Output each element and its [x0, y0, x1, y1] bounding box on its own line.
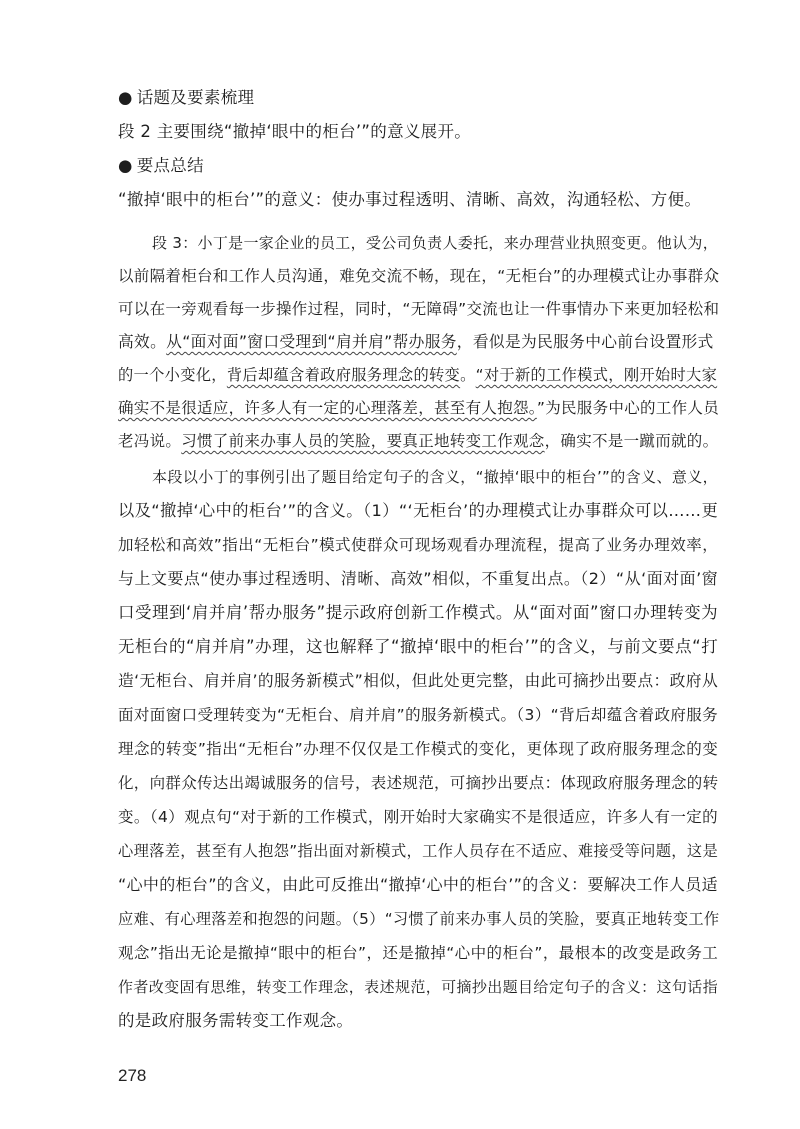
- analysis-line: 无柜台的“肩并肩”办理，这也解释了“撤掉‘眼中的柜台’”的含义，与前文要点“打: [118, 637, 718, 656]
- underlined-quote: 确实不是很适应，许多人有一定的心理落差，甚至有人抱怨。: [118, 399, 537, 417]
- underlined-quote: 背后却蕴含着政府服务理念的转变: [226, 366, 461, 384]
- quote-line-2: 以前隔着柜台和工作人员沟通，难免交流不畅，现在，“无柜台”的办理模式让办事群众: [118, 267, 720, 285]
- analysis-line: 面对面窗口受理转变为“无柜台、肩并肩”的服务新模式。（3）“背后却蕴含着政府服务: [118, 706, 718, 724]
- analysis-line: 理念的转变”指出“无柜台”办理不仅仅是工作模式的变化，更体现了政府服务理念的变: [118, 740, 718, 758]
- analysis-line: 变。（4）观点句“对于新的工作模式，刚开始时大家确实不是很适应，许多人有一定的: [118, 808, 718, 826]
- underlined-quote: 习惯了前来办事人员的笑脸，要真正地转变工作观念: [181, 432, 545, 450]
- analysis-line: 口受理到‘肩并肩’帮办服务”提示政府创新工作模式。从“面对面”窗口办理转变为: [118, 603, 718, 622]
- analysis-line: 以及“撤掉‘心中的柜台’”的含义。（1）“‘无柜台’的办理模式让办事群众可以……更: [118, 501, 718, 520]
- analysis-line: 与上文要点“使办事过程透明、清晰、高效”相似，不重复出点。（2）“从‘面对面’窗: [118, 569, 718, 588]
- analysis-line: 化，向群众传达出竭诚服务的信号，表述规范，可摘抄出要点：体现政府服务理念的转: [118, 774, 719, 792]
- section-text-topics: 段 2 主要围绕“撤掉‘眼中的柜台’”的意义展开。: [118, 122, 472, 141]
- analysis-line: 造‘无柜台、肩并肩’的服务新模式”相似，但此处更完整，由此可摘抄出要点：政府从: [118, 671, 718, 690]
- quote-line-3: 可以在一旁观看每一步操作过程，同时，“无障碍”交流也让一件事情办下来更加轻松和: [118, 300, 720, 318]
- quote-line-6: [118, 397, 718, 419]
- section-heading-summary: [118, 155, 718, 177]
- underlined-quote: “对于新的工作模式，刚开始时大家: [475, 366, 718, 384]
- section-heading-text: 话题及要素梳理: [136, 88, 255, 107]
- section-heading-text: 要点总结: [136, 156, 204, 175]
- analysis-line: 加轻松和高效”指出“无柜台”模式使群众可现场观看办理流程，提高了业务办理效率，: [118, 536, 718, 554]
- analysis-line: 应难、有心理落差和抱怨的问题。（5）“习惯了前来办事人员的笑脸，要真正地转变工作: [118, 910, 720, 928]
- analysis-line: 的是政府服务需转变工作观念。: [118, 1011, 354, 1030]
- section-text-summary: “撤掉‘眼中的柜台’”的意义：使办事过程透明、清晰、高效，沟通轻松、方便。: [118, 190, 702, 209]
- quote-line-5: [118, 364, 718, 386]
- quote-text: ”为民服务中心的工作人员: [536, 399, 719, 417]
- quote-text: ，看似是为民服务中心前台设置形式: [456, 332, 714, 351]
- quote-line-1: 段 3：小丁是一家企业的员工，受公司负责人委托，来办理营业执照变更。他认为，: [152, 234, 718, 252]
- page-number: 278: [118, 1066, 147, 1085]
- underlined-quote: 从“面对面”窗口受理到“肩并肩”帮办服务: [166, 332, 457, 351]
- analysis-line: 心理落差，甚至有人抱怨”指出面对新模式，工作人员存在不适应、难接受等问题，这是: [118, 842, 718, 860]
- quote-text: 。: [460, 366, 476, 384]
- quote-line-4: [118, 331, 718, 353]
- analysis-line: “心中的柜台”的含义，由此可反推出“撤掉‘心中的柜台’”的含义：要解决工作人员适: [118, 875, 718, 894]
- analysis-line: 观念”指出无论是撤掉“眼中的柜台”，还是撤掉“心中的柜台”，最根本的改变是政务工: [118, 944, 718, 962]
- quote-line-7: [118, 430, 718, 452]
- bullet-icon: ●: [118, 88, 133, 107]
- bullet-icon: ●: [118, 156, 133, 175]
- section-heading-topics: [118, 87, 718, 109]
- quote-text: ，确实不是一蹴而就的。: [544, 432, 719, 450]
- analysis-line: 作者改变固有思维，转变工作理念，表述规范，可摘抄出题目给定句子的含义：这句话指: [118, 978, 718, 996]
- quote-text: 的一个小变化，: [118, 366, 227, 384]
- quote-text: 高效。: [118, 332, 167, 351]
- analysis-line: 本段以小丁的事例引出了题目给定句子的含义，“撤掉‘眼中的柜台’”的含义、意义，: [152, 468, 718, 486]
- quote-text: 老冯说。: [118, 432, 182, 450]
